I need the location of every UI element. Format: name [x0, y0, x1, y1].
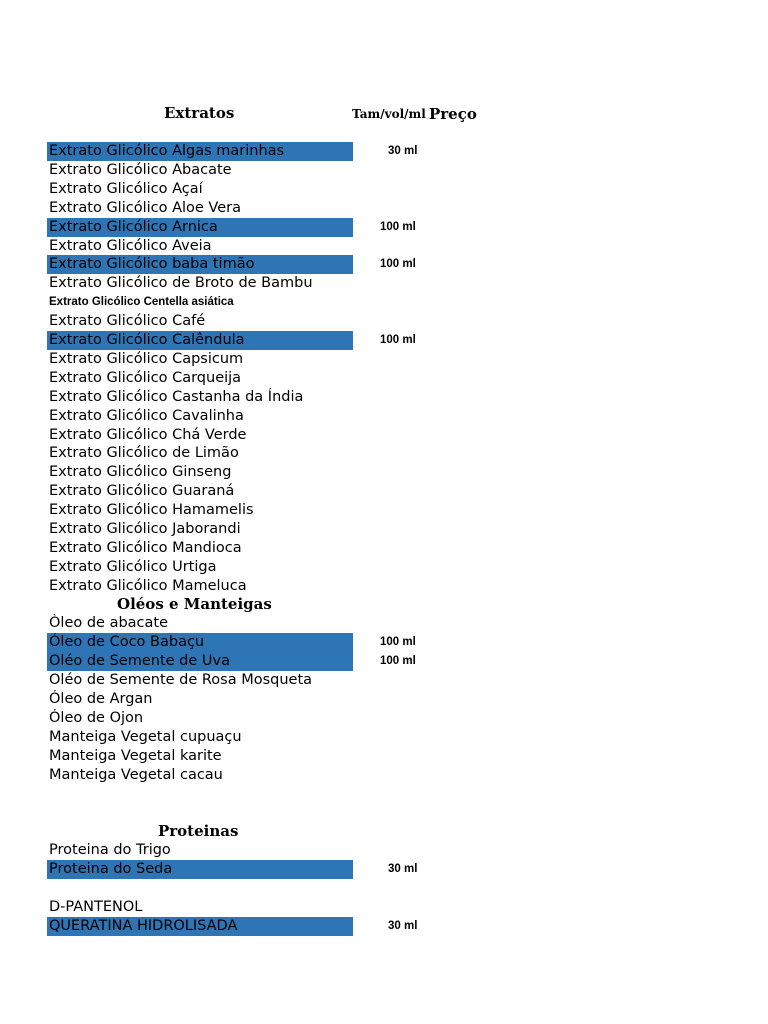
- header-oleos-manteigas: Oléos e Manteigas: [117, 595, 272, 613]
- list-item: Oléo de Semente de Rosa Mosqueta: [49, 672, 313, 688]
- header-extratos: Extratos: [164, 104, 235, 122]
- list-item: Extrato Glicólico Jaborandi: [49, 521, 241, 537]
- list-item: Extrato Glicólico Mameluca: [49, 577, 247, 594]
- size-value: 100 ml: [380, 334, 416, 346]
- list-item: Proteina do Seda: [47, 860, 353, 879]
- list-item: Extrato Glicólico Capsicum: [49, 350, 244, 367]
- list-item: Extrato Glicólico Carqueija: [49, 369, 242, 386]
- list-item: Extrato Glicólico Ginseng: [49, 464, 232, 481]
- size-value: 100 ml: [380, 220, 416, 233]
- list-item: Extrato Glicólico Algas marinhas: [47, 142, 353, 161]
- list-item: Extrato Glicólico Castanha da Índia: [49, 388, 304, 405]
- list-item: Extrato Glicólico de Limão: [49, 445, 239, 462]
- list-item: Extrato Glicólico Guaraná: [49, 483, 235, 500]
- list-item: Manteiga Vegetal cacau: [49, 767, 223, 783]
- list-item: Extrato Glicólico Café: [49, 313, 206, 330]
- header-preco: Preço: [429, 105, 477, 123]
- list-item: Extrato Glicólico Calêndula: [47, 331, 353, 350]
- list-item: Óleo de Ojon: [49, 710, 144, 726]
- list-item: Òleo de abacate: [49, 615, 169, 631]
- list-item: Extrato Glicólico Hamamelis: [49, 502, 254, 519]
- size-value: 100 ml: [380, 636, 416, 648]
- list-item: Oléo de Semente de Uva: [47, 652, 353, 671]
- size-value: 100 ml: [380, 655, 416, 667]
- list-item: Extrato Glicólico Mandioca: [49, 539, 242, 556]
- list-item: Manteiga Vegetal karite: [49, 748, 222, 764]
- list-item: Óleo de Coco Babaçu: [47, 633, 353, 652]
- list-item: Extrato Glicólico baba timão: [47, 255, 353, 274]
- list-item: Extrato Glicólico Centella asiática: [49, 296, 234, 309]
- size-value: 100 ml: [380, 258, 416, 271]
- header-tam-vol-ml: Tam/vol/ml: [352, 107, 426, 121]
- list-item: Extrato Glicólico Chá Verde: [49, 426, 247, 443]
- list-item: Extrato Glicólico Cavalinha: [49, 407, 244, 424]
- list-item: Extrato Glicólico Urtiga: [49, 558, 217, 575]
- list-item: Extrato Glicólico Aloe Vera: [49, 199, 241, 216]
- list-item: Extrato Glicólico Açaí: [49, 180, 203, 197]
- list-item: D-PANTENOL: [49, 899, 143, 915]
- header-proteinas: Proteinas: [158, 822, 239, 840]
- list-item: Proteina do Trigo: [49, 842, 171, 858]
- list-item: QUERATINA HIDROLISADA: [47, 917, 353, 936]
- list-item: Manteiga Vegetal cupuaçu: [49, 729, 242, 745]
- list-item: Extrato Glicólico Abacate: [49, 161, 232, 178]
- size-value: 30 ml: [388, 920, 418, 932]
- list-item: Extrato Glicólico Arnica: [47, 218, 353, 237]
- list-item: Óleo de Argan: [49, 691, 153, 707]
- list-item: Extrato Glicólico Aveia: [49, 237, 212, 254]
- size-value: 30 ml: [388, 863, 418, 875]
- size-value: 30 ml: [388, 145, 418, 157]
- list-item: Extrato Glicólico de Broto de Bambu: [49, 275, 313, 292]
